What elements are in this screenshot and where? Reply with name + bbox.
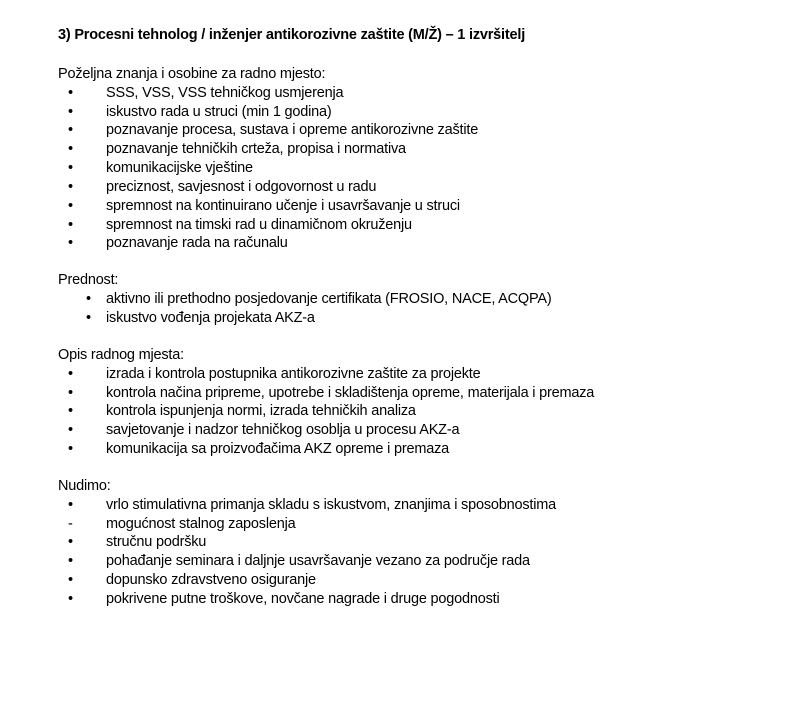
list-item — [58, 159, 771, 178]
list-item-label: poznavanje tehničkih crteža, propisa i normativa — [106, 141, 406, 158]
section-we-offer — [58, 477, 771, 609]
list-item-label: spremnost na timski rad u dinamičnom okruženju — [106, 216, 412, 233]
list-item-label: pokrivene putne troškove, novčane nagrade i druge pogodnosti — [106, 590, 500, 607]
section-heading: Opis radnog mjesta: — [58, 346, 184, 363]
list-item — [58, 440, 771, 459]
spacer — [58, 328, 771, 346]
bullet-list-job-description — [58, 365, 771, 459]
list-item-label: kontrola načina pripreme, upotrebe i skladištenja opreme, materijala i premaza — [106, 384, 595, 401]
spacer — [58, 459, 771, 477]
list-item — [58, 533, 771, 552]
page-title: 3) Procesni tehnolog / inženjer antikorozivne zaštite (M/Ž) – 1 izvršitelj — [58, 27, 526, 43]
section-job-description — [58, 346, 771, 459]
dash-icon: - — [68, 515, 73, 532]
bullet-icon: • — [68, 103, 73, 120]
bullet-icon: • — [68, 572, 73, 589]
list-item — [58, 197, 771, 216]
list-item — [58, 552, 771, 571]
list-item — [58, 178, 771, 197]
list-item — [58, 290, 771, 309]
bullet-icon: • — [68, 84, 73, 101]
list-item — [58, 234, 771, 253]
spacer — [58, 253, 771, 271]
bullet-list-advantage — [58, 290, 771, 328]
list-item — [58, 103, 771, 122]
bullet-icon: • — [68, 384, 73, 401]
bullet-icon: • — [68, 178, 73, 195]
list-item-label: iskustvo vođenja projekata AKZ-a — [106, 309, 315, 326]
section-desirable-skills — [58, 65, 771, 253]
list-item — [58, 216, 771, 235]
section-heading: Nudimo: — [58, 477, 111, 494]
bullet-icon: • — [68, 160, 73, 177]
list-item — [58, 515, 771, 534]
list-item-label: spremnost na kontinuirano učenje i usavršavanje u struci — [106, 197, 460, 214]
list-item-label: kontrola ispunjenja normi, izrada tehničkih analiza — [106, 403, 416, 420]
list-item-label: aktivno ili prethodno posjedovanje certifikata (FROSIO, NACE, ACQPA) — [106, 291, 552, 308]
list-item-label: pohađanje seminara i daljnje usavršavanje vezano za područje rada — [106, 553, 530, 570]
spacer — [58, 45, 771, 65]
list-item-label: komunikacija sa proizvođačima AKZ opreme i premaza — [106, 441, 449, 458]
list-item-label: komunikacijske vještine — [106, 160, 253, 177]
bullet-list-we-offer — [58, 496, 771, 609]
section-advantage — [58, 271, 771, 328]
list-item — [58, 365, 771, 384]
bullet-icon: • — [68, 141, 73, 158]
bullet-icon: • — [68, 441, 73, 458]
bullet-icon: • — [68, 216, 73, 233]
bullet-icon: • — [86, 309, 91, 326]
list-item — [58, 309, 771, 328]
bullet-icon: • — [68, 496, 73, 513]
bullet-list-desirable-skills — [58, 84, 771, 254]
bullet-icon: • — [68, 534, 73, 551]
list-item — [58, 384, 771, 403]
list-item — [58, 121, 771, 140]
list-item-label: poznavanje procesa, sustava i opreme antikorozivne zaštite — [106, 122, 479, 139]
section-heading: Poželjna znanja i osobine za radno mjesto: — [58, 65, 326, 82]
list-item — [58, 84, 771, 103]
list-item-label: iskustvo rada u struci (min 1 godina) — [106, 103, 332, 120]
bullet-icon: • — [68, 235, 73, 252]
list-item-label: mogućnost stalnog zaposlenja — [106, 515, 296, 532]
list-item — [58, 496, 771, 515]
bullet-icon: • — [86, 291, 91, 308]
list-item — [58, 590, 771, 609]
bullet-icon: • — [68, 403, 73, 420]
bullet-icon: • — [68, 197, 73, 214]
list-item-label: preciznost, savjesnost i odgovornost u radu — [106, 178, 377, 195]
list-item-label: poznavanje rada na računalu — [106, 235, 288, 252]
bullet-icon: • — [68, 122, 73, 139]
list-item-label: izrada i kontrola postupnika antikorozivne zaštite za projekte — [106, 365, 481, 382]
list-item-label: savjetovanje i nadzor tehničkog osoblja u procesu AKZ-a — [106, 422, 460, 439]
list-item-label: stručnu podršku — [106, 534, 207, 551]
bullet-icon: • — [68, 590, 73, 607]
bullet-icon: • — [68, 365, 73, 382]
list-item-label: SSS, VSS, VSS tehničkog usmjerenja — [106, 84, 344, 101]
section-heading: Prednost: — [58, 272, 119, 289]
list-item — [58, 571, 771, 590]
bullet-icon: • — [68, 553, 73, 570]
list-item — [58, 140, 771, 159]
list-item-label: vrlo stimulativna primanja skladu s iskustvom, znanjima i sposobnostima — [106, 496, 556, 513]
list-item — [58, 402, 771, 421]
list-item — [58, 421, 771, 440]
bullet-icon: • — [68, 422, 73, 439]
list-item-label: dopunsko zdravstveno osiguranje — [106, 572, 316, 589]
